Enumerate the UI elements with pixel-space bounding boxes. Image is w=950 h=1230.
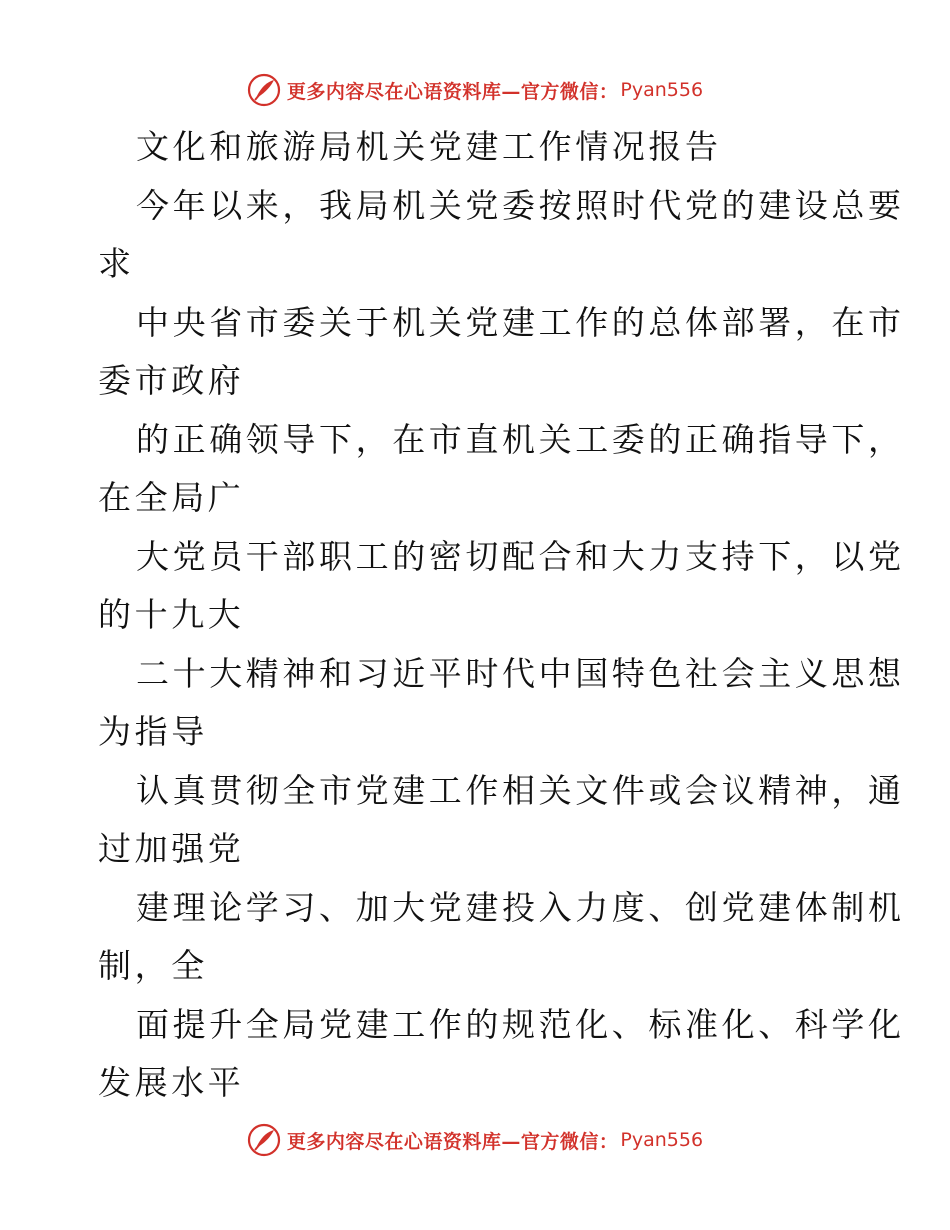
text-line: 发展水平: [98, 1063, 245, 1102]
text-line: 制，全: [98, 946, 208, 985]
text-line: 认真贯彻全市党建工作相关文件或会议精神，通: [136, 770, 905, 810]
text-line: 建理论学习、加大党建投入力度、创党建体制机: [136, 887, 905, 927]
banner-wechat-id: Pyan556: [620, 79, 704, 101]
text-line: 大党员干部职工的密切配合和大力支持下，以党: [136, 536, 905, 576]
banner-text: 更多内容尽在心语资料库—官方微信：: [286, 80, 619, 103]
text-line: 面提升全局党建工作的规范化、标准化、科学化: [136, 1004, 905, 1044]
text-line: 委市政府: [98, 361, 245, 400]
text-line: 的正确领导下，在市直机关工委的正确指导下，: [136, 419, 905, 459]
text-line: 今年以来，我局机关党委按照时代党的建设总要: [136, 185, 905, 225]
text-line: 在全局广: [98, 478, 245, 517]
header-banner: [0, 70, 950, 110]
text-line: 的十九大: [98, 595, 245, 634]
text-line: 求: [98, 244, 135, 283]
banner-text: 更多内容尽在心语资料库—官方微信：: [286, 1130, 619, 1153]
text-line: 过加强党: [98, 829, 245, 868]
feather-pen-logo-icon: [247, 73, 281, 107]
document-body: [98, 118, 905, 1113]
footer-banner: [0, 1120, 950, 1160]
feather-pen-logo-icon: [247, 1123, 281, 1157]
text-line: 中央省市委关于机关党建工作的总体部署，在市: [136, 302, 905, 342]
banner-wechat-id: Pyan556: [620, 1129, 704, 1151]
document-title: 文化和旅游局机关党建工作情况报告: [136, 127, 722, 166]
text-line: 二十大精神和习近平时代中国特色社会主义思想: [136, 653, 905, 693]
text-line: 为指导: [98, 712, 208, 751]
